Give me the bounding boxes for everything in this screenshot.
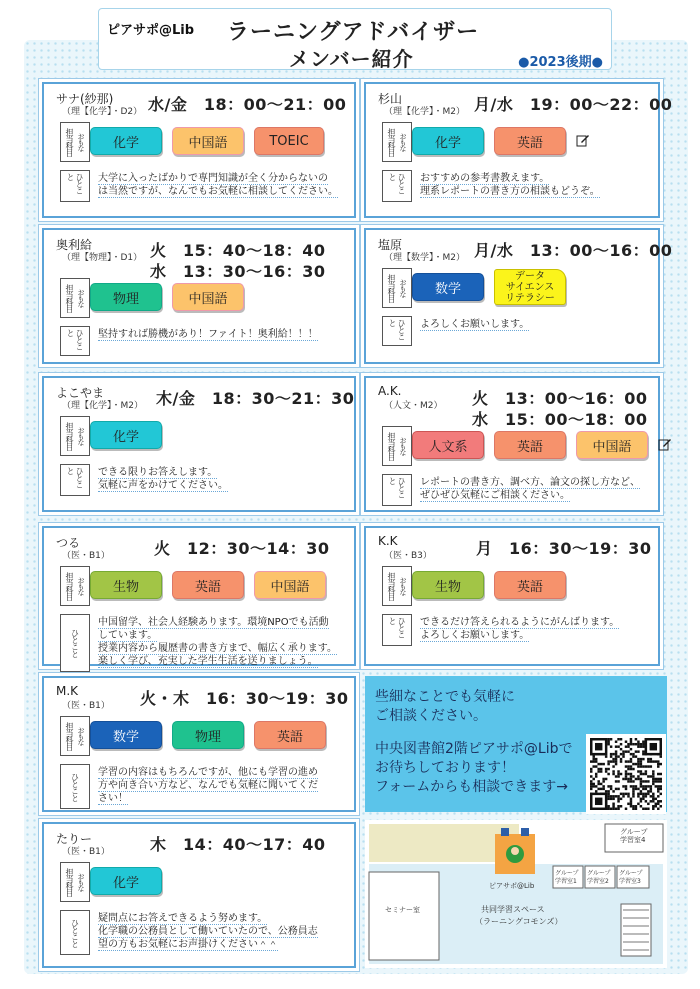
member-message (98, 328, 318, 341)
member-name: 奥利給 (56, 238, 93, 252)
message-line: ぜひぜひ気軽にご相談ください。 (420, 490, 570, 501)
message-line: は当然ですが、なんでもお気軽に相談してください。 (98, 186, 338, 197)
subjects-label-text: 担当科目 (65, 128, 74, 156)
subject-badge: 数学 (412, 273, 484, 301)
subject-badge: 英語 (494, 571, 566, 599)
comment-label-text: ひとこと (388, 173, 406, 194)
message-line: 気軽に声をかけてください。 (98, 480, 228, 491)
subject-badge: データ サイエンス リテラシー (494, 269, 566, 305)
subjects-label-text: 担当科目 (65, 572, 74, 600)
message-line: よろしくお願いします。 (420, 630, 530, 641)
comment-label-text: ひとこと (388, 617, 406, 638)
subjects-label-text: 担当科目 (387, 128, 396, 156)
subject-badge: 数学 (90, 721, 162, 749)
member-message (98, 766, 318, 805)
message-line: できるだけ答えられるようにがんばります。 (420, 617, 620, 628)
floor-map-icon (365, 820, 667, 968)
member-dept: （医・B1） (62, 847, 110, 857)
svg-text:ピアサポ@Lib: ピアサポ@Lib (489, 882, 535, 890)
svg-text:グループ学習室3: グループ学習室3 (619, 870, 643, 885)
subjects-label (60, 862, 90, 902)
member-card (42, 228, 356, 364)
subjects-label (60, 416, 90, 456)
floor-map (365, 820, 667, 968)
message-line: 理系レポートの書き方の相談もどうぞ。 (420, 186, 600, 197)
member-name: 塩原 (378, 238, 403, 252)
subject-badge: 化学 (90, 127, 162, 155)
member-dept: （理【化学】・D2） (62, 107, 143, 117)
member-schedule: 月/水 19：00〜22：00 (474, 95, 673, 114)
subject-badge: 生物 (412, 571, 484, 599)
member-card (42, 526, 356, 666)
member-schedule: 木 14：40〜17：40 (150, 835, 326, 854)
member-dept: （医・B1） (62, 701, 110, 711)
subjects-label (60, 716, 90, 756)
member-schedule: 水/金 18：00〜21：00 (148, 95, 347, 114)
svg-text:セミナー室: セミナー室 (385, 906, 420, 914)
subject-badge: 中国語 (576, 431, 648, 459)
subjects-label (382, 566, 412, 606)
member-schedule: 月/水 13：00〜16：00 (474, 241, 673, 260)
comment-label (60, 326, 90, 356)
subject-badge: 中国語 (254, 571, 326, 599)
message-line: レポートの書き方、調べ方、論文の探し方など、 (420, 477, 640, 488)
message-line: 楽しく学び、充実した学生生活を送りましょう。 (98, 656, 318, 667)
member-schedule: 火・木 16：30〜19：30 (140, 689, 349, 708)
page-subtitle: メンバー紹介 (289, 47, 414, 71)
member-dept: （理【物理】・D1） (62, 253, 143, 263)
comment-label (382, 474, 412, 506)
member-schedule: 火 12：30〜14：30 (154, 539, 330, 558)
subjects-label-sub: おもな (399, 133, 407, 151)
member-card (42, 82, 356, 218)
member-schedule: 水 13：30〜16：30 (150, 262, 326, 281)
message-line: 疑問点にお答えできるよう努めます。 (98, 913, 268, 924)
subject-badge: 化学 (90, 421, 162, 449)
comment-label-text: ひとこと (388, 319, 406, 340)
member-card (42, 822, 356, 968)
comment-label-text: ひとこと (66, 329, 84, 350)
member-name: A.K. (378, 384, 402, 398)
subjects-label-sub: おもな (399, 437, 407, 455)
comment-label-text: ひとこと (70, 629, 80, 657)
comment-label-text: ひとこと (70, 772, 80, 801)
subject-badge: 英語 (494, 431, 566, 459)
brand-label: ピアサポ@Lib (107, 23, 195, 38)
message-line: 方や向き合い方など、なんでも気軽に聞いてくだ (98, 780, 318, 791)
subjects-label (60, 122, 90, 162)
subjects-label (60, 278, 90, 318)
info-line: ご相談ください。 (375, 708, 487, 724)
comment-label (60, 170, 90, 202)
member-name: K.K (378, 534, 398, 548)
member-name: サナ(紗那) (56, 92, 114, 106)
subject-badge: 英語 (494, 127, 566, 155)
comment-label-text: ひとこと (66, 173, 84, 194)
subjects-label-text: 担当科目 (387, 572, 396, 600)
info-line: フォームからも相談できます→ (375, 779, 569, 795)
message-line: 化学職の公務員として働いていたので、公務員志 (98, 926, 318, 937)
member-message (98, 172, 338, 198)
subject-badge: 中国語 (172, 283, 244, 311)
subjects-label (382, 122, 412, 162)
member-name: M.K (56, 684, 79, 698)
subject-badge: TOEIC (254, 127, 324, 155)
member-dept: （理【数学】・M2） (384, 253, 465, 263)
subjects-label (60, 566, 90, 606)
subjects-label-text: 担当科目 (65, 422, 74, 450)
subjects-label-sub: おもな (77, 133, 85, 151)
comment-label-text: ひとこと (66, 467, 84, 488)
member-card (42, 376, 356, 512)
subject-badge: 生物 (90, 571, 162, 599)
subjects-label-sub: おもな (77, 427, 85, 445)
subjects-label-sub: おもな (77, 873, 85, 891)
comment-label (382, 614, 412, 646)
member-message (98, 616, 337, 668)
info-line: 些細なことでも気軽に (375, 689, 515, 705)
subject-badge: 化学 (412, 127, 484, 155)
member-message (420, 476, 640, 502)
member-dept: （医・B3） (384, 551, 432, 561)
edit-icon (658, 436, 672, 450)
member-message (420, 172, 600, 198)
member-schedule: 火 13：00〜16：00 (472, 389, 648, 408)
subjects-label-text: 担当科目 (65, 722, 74, 750)
subjects-label-text: 担当科目 (65, 868, 74, 896)
page-header (98, 8, 612, 70)
comment-label (60, 764, 90, 809)
info-line: 中央図書館2階ピアサポ@Libで (375, 741, 573, 757)
comment-label (382, 316, 412, 346)
subject-badge: 物理 (90, 283, 162, 311)
qr-code-icon (590, 738, 662, 810)
page-title: ラーニングアドバイザー (227, 20, 480, 45)
member-dept: （理【化学】・M2） (384, 107, 465, 117)
member-dept: （理【化学】・M2） (62, 401, 143, 411)
member-name: よこやま (56, 386, 105, 400)
member-schedule: 木/金 18：30〜21：30 (156, 389, 355, 408)
comment-label-text: ひとこと (388, 477, 406, 498)
term-label: ●2023後期● (518, 55, 603, 70)
member-message (420, 616, 619, 642)
info-line: お待ちしております！ (375, 760, 515, 776)
member-card (42, 676, 356, 812)
message-line: おすすめの参考書教えます。 (420, 173, 550, 184)
subjects-label (382, 268, 412, 308)
subject-badge: 物理 (172, 721, 244, 749)
message-line: 中国留学、社会人経験あります。環境NPOでも活動 (98, 617, 329, 628)
svg-text:グループ学習室4: グループ学習室4 (620, 828, 648, 844)
message-line: 学習の内容はもちろんですが、他にも学習の進め (98, 767, 318, 778)
subject-badge: 英語 (254, 721, 326, 749)
member-schedule: 月 16：30〜19：30 (476, 539, 652, 558)
qr-code[interactable] (586, 734, 666, 814)
member-card (364, 228, 673, 364)
subjects-label-text: 担当科目 (387, 274, 396, 302)
message-line: 堅持すれば勝機があり！ファイト！奥利給！！！ (98, 329, 318, 340)
member-dept: （人文・M2） (384, 401, 443, 411)
comment-label (60, 614, 90, 672)
comment-label (60, 464, 90, 496)
member-message (98, 466, 228, 492)
subjects-label-sub: おもな (77, 727, 85, 745)
member-card (364, 526, 660, 666)
svg-text:グループ学習室1: グループ学習室1 (555, 870, 579, 885)
member-schedule: 火 15：40〜18：40 (150, 241, 326, 260)
subjects-label-text: 担当科目 (387, 432, 396, 460)
member-dept: （医・B1） (62, 551, 110, 561)
member-card (364, 376, 660, 512)
member-name: 杉山 (378, 92, 403, 106)
message-line: 授業内容から履歴書の書き方まで、幅広く承ります。 (98, 643, 337, 654)
message-line: さい！ (98, 793, 128, 804)
member-card (364, 82, 673, 218)
member-schedule: 水 15：00〜18：00 (472, 410, 648, 429)
svg-text:共同学習スペース: 共同学習スペース (481, 905, 545, 914)
subjects-label-sub: おもな (77, 289, 85, 307)
message-line: 望の方もお気軽にお声掛けください＾＾ (98, 939, 278, 950)
edit-icon (576, 132, 590, 146)
subject-badge: 中国語 (172, 127, 244, 155)
subject-badge: 化学 (90, 867, 162, 895)
member-name: たりー (56, 832, 93, 846)
member-message (98, 912, 318, 951)
member-message (420, 318, 529, 331)
message-line: よろしくお願いします。 (420, 319, 530, 330)
comment-label-text: ひとこと (70, 918, 80, 947)
message-line: しています。 (98, 630, 158, 641)
svg-text:（ラーニングコモンズ）: （ラーニングコモンズ） (475, 917, 563, 926)
comment-label (60, 910, 90, 955)
message-line: できる限りお答えします。 (98, 467, 218, 478)
subjects-label (382, 426, 412, 466)
subject-badge: 英語 (172, 571, 244, 599)
comment-label (382, 170, 412, 202)
message-line: 大学に入ったばかりで専門知識が全く分からないの (98, 173, 328, 184)
subjects-label-sub: おもな (77, 577, 85, 595)
subjects-label-sub: おもな (399, 577, 407, 595)
member-name: つる (56, 536, 81, 550)
subjects-label-sub: おもな (399, 279, 407, 297)
svg-text:グループ学習室2: グループ学習室2 (587, 870, 611, 885)
subjects-label-text: 担当科目 (65, 284, 74, 312)
subject-badge: 人文系 (412, 431, 484, 459)
